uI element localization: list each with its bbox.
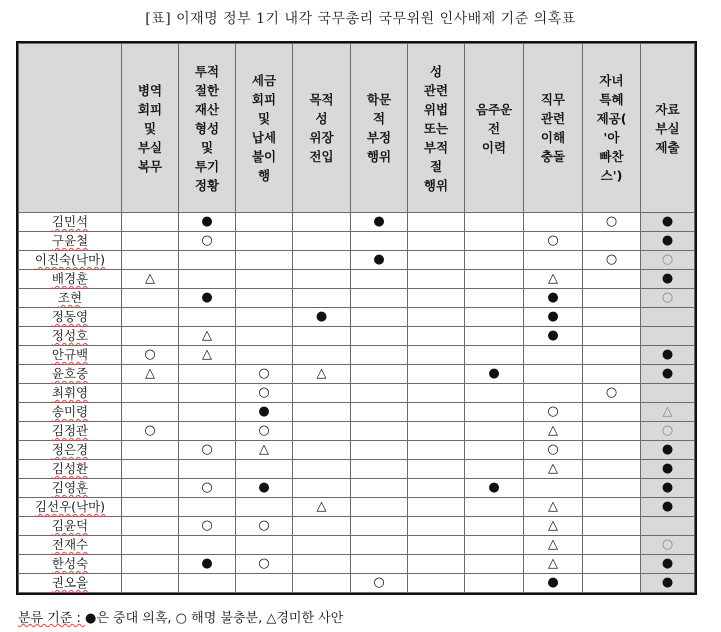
mark-cell (524, 213, 583, 232)
column-header: 투적 절한 재산 형성 및 투기 정황 (179, 44, 236, 213)
row-name: 김선우(낙마) (19, 498, 122, 517)
mark-cell: ○ (236, 422, 293, 441)
mark-cell (408, 289, 465, 308)
mark-cell: ○ (641, 422, 695, 441)
row-name: 전재수 (19, 536, 122, 555)
mark-cell (408, 422, 465, 441)
mark-cell (179, 422, 236, 441)
mark-cell (408, 555, 465, 574)
mark-cell (122, 251, 179, 270)
mark-cell (408, 213, 465, 232)
mark-cell (122, 441, 179, 460)
mark-cell (351, 327, 408, 346)
column-header: 세금 회피 및 납세 불이 행 (236, 44, 293, 213)
mark-cell: ○ (524, 441, 583, 460)
mark-cell (408, 384, 465, 403)
mark-cell (641, 308, 695, 327)
mark-cell: ○ (179, 479, 236, 498)
row-name: 권오을 (19, 574, 122, 593)
mark-cell (122, 574, 179, 593)
mark-cell (293, 251, 351, 270)
mark-cell (583, 308, 641, 327)
mark-cell: ○ (236, 365, 293, 384)
mark-cell (583, 441, 641, 460)
mark-cell (179, 460, 236, 479)
mark-cell (465, 574, 524, 593)
mark-cell (236, 251, 293, 270)
mark-cell (408, 232, 465, 251)
mark-cell (408, 460, 465, 479)
mark-cell (293, 422, 351, 441)
mark-cell (465, 308, 524, 327)
mark-cell: ○ (179, 517, 236, 536)
mark-cell (122, 517, 179, 536)
name-column-header (19, 44, 122, 213)
mark-cell: ● (236, 403, 293, 422)
mark-cell (236, 536, 293, 555)
mark-cell: ○ (641, 536, 695, 555)
row-name: 한성숙 (19, 555, 122, 574)
mark-cell (351, 365, 408, 384)
mark-cell (641, 327, 695, 346)
mark-cell (122, 232, 179, 251)
mark-cell (351, 403, 408, 422)
table-row (19, 574, 695, 593)
row-name: 구윤철 (19, 232, 122, 251)
mark-cell (179, 308, 236, 327)
mark-cell (351, 498, 408, 517)
mark-cell (524, 384, 583, 403)
mark-cell: △ (524, 517, 583, 536)
mark-cell: ○ (236, 555, 293, 574)
mark-cell: △ (293, 498, 351, 517)
table-row (19, 251, 695, 270)
mark-cell (465, 346, 524, 365)
table-row (19, 555, 695, 574)
mark-cell: ● (524, 289, 583, 308)
mark-cell: ● (641, 441, 695, 460)
mark-cell (293, 327, 351, 346)
mark-cell: ● (641, 498, 695, 517)
table-row (19, 441, 695, 460)
mark-cell: ○ (122, 346, 179, 365)
mark-cell (236, 270, 293, 289)
mark-cell (122, 308, 179, 327)
mark-cell (351, 289, 408, 308)
mark-cell (293, 346, 351, 365)
mark-cell: △ (293, 365, 351, 384)
mark-cell (351, 555, 408, 574)
mark-cell (524, 251, 583, 270)
mark-cell (583, 232, 641, 251)
mark-cell (524, 365, 583, 384)
row-name: 정동영 (19, 308, 122, 327)
mark-cell (293, 479, 351, 498)
mark-cell (583, 346, 641, 365)
mark-cell: ● (179, 555, 236, 574)
mark-cell (236, 308, 293, 327)
mark-cell (408, 574, 465, 593)
mark-cell (583, 422, 641, 441)
mark-cell (583, 555, 641, 574)
mark-cell (236, 574, 293, 593)
mark-cell: ○ (524, 232, 583, 251)
suspicion-table (18, 43, 695, 593)
mark-cell (408, 270, 465, 289)
row-name: 김영훈 (19, 479, 122, 498)
mark-cell (179, 536, 236, 555)
mark-cell (465, 441, 524, 460)
mark-cell (293, 536, 351, 555)
mark-cell (583, 498, 641, 517)
mark-cell (179, 270, 236, 289)
row-name: 김성환 (19, 460, 122, 479)
mark-cell: △ (524, 498, 583, 517)
mark-cell: ○ (583, 213, 641, 232)
table-row (19, 384, 695, 403)
mark-cell (408, 517, 465, 536)
mark-cell (179, 574, 236, 593)
mark-cell (179, 251, 236, 270)
mark-cell (236, 346, 293, 365)
mark-cell (465, 517, 524, 536)
mark-cell (351, 346, 408, 365)
mark-cell (408, 403, 465, 422)
mark-cell (465, 498, 524, 517)
mark-cell (583, 536, 641, 555)
mark-cell (408, 327, 465, 346)
mark-cell: △ (236, 441, 293, 460)
mark-cell (583, 517, 641, 536)
mark-cell: ● (179, 289, 236, 308)
mark-cell (122, 536, 179, 555)
mark-cell (122, 460, 179, 479)
header-row (19, 44, 695, 213)
mark-cell (122, 213, 179, 232)
mark-cell: △ (641, 403, 695, 422)
table-row (19, 346, 695, 365)
mark-cell: △ (524, 460, 583, 479)
mark-cell (293, 213, 351, 232)
mark-cell (465, 403, 524, 422)
row-name: 정성호 (19, 327, 122, 346)
mark-cell: ● (641, 460, 695, 479)
mark-cell (293, 289, 351, 308)
mark-cell (293, 460, 351, 479)
row-name: 송미령 (19, 403, 122, 422)
table-row (19, 365, 695, 384)
mark-cell (122, 498, 179, 517)
table-title: [표] 이재명 정부 1기 내각 국무총리 국무위원 인사배제 기준 의혹표 (145, 11, 576, 27)
mark-cell: ● (641, 232, 695, 251)
mark-cell (293, 384, 351, 403)
mark-cell: ● (641, 365, 695, 384)
table-row (19, 289, 695, 308)
mark-cell (641, 384, 695, 403)
table-body (19, 213, 695, 593)
row-name: 윤호중 (19, 365, 122, 384)
mark-cell (408, 251, 465, 270)
mark-cell: △ (179, 327, 236, 346)
mark-cell: △ (179, 346, 236, 365)
mark-cell (465, 327, 524, 346)
mark-cell (583, 327, 641, 346)
mark-cell (583, 574, 641, 593)
mark-cell (408, 346, 465, 365)
mark-cell: ● (524, 327, 583, 346)
mark-cell (408, 365, 465, 384)
mark-cell (408, 536, 465, 555)
mark-cell (351, 308, 408, 327)
column-header: 자료 부실 제출 (641, 44, 695, 213)
mark-cell (122, 384, 179, 403)
mark-cell (465, 536, 524, 555)
mark-cell: ● (465, 365, 524, 384)
mark-cell: ○ (179, 232, 236, 251)
column-header: 자녀 특혜 제공( '아 빠찬 스') (583, 44, 641, 213)
mark-cell (408, 308, 465, 327)
mark-cell (351, 517, 408, 536)
mark-cell (465, 555, 524, 574)
mark-cell (524, 479, 583, 498)
mark-cell (293, 517, 351, 536)
mark-cell (465, 384, 524, 403)
mark-cell (465, 232, 524, 251)
mark-cell (179, 498, 236, 517)
table-row (19, 403, 695, 422)
mark-cell (236, 327, 293, 346)
mark-cell: ○ (524, 403, 583, 422)
mark-cell: ● (179, 213, 236, 232)
table-row (19, 460, 695, 479)
mark-cell (293, 232, 351, 251)
legend-prefix: 분류 기준 : (18, 611, 86, 626)
row-name: 배경훈 (19, 270, 122, 289)
mark-cell (641, 517, 695, 536)
row-name: 김민석 (19, 213, 122, 232)
row-name: 이진숙(낙마) (19, 251, 122, 270)
mark-cell (351, 441, 408, 460)
mark-cell: ● (236, 479, 293, 498)
mark-cell: ● (641, 555, 695, 574)
mark-cell (408, 498, 465, 517)
column-header: 목적 성 위장 전입 (293, 44, 351, 213)
mark-cell (351, 270, 408, 289)
mark-cell (583, 460, 641, 479)
mark-cell (122, 289, 179, 308)
column-header: 음주운 전 이력 (465, 44, 524, 213)
mark-cell: ○ (236, 384, 293, 403)
mark-cell (583, 479, 641, 498)
mark-cell (408, 441, 465, 460)
column-header: 직무 관련 이해 충돌 (524, 44, 583, 213)
table-row (19, 422, 695, 441)
column-header: 병역 회피 및 부실 복무 (122, 44, 179, 213)
mark-cell (465, 270, 524, 289)
mark-cell (465, 460, 524, 479)
table-row (19, 536, 695, 555)
mark-cell: ○ (351, 574, 408, 593)
mark-cell (465, 251, 524, 270)
mark-cell: ○ (583, 251, 641, 270)
mark-cell: △ (524, 270, 583, 289)
mark-cell: ● (641, 213, 695, 232)
table-row (19, 308, 695, 327)
table-row (19, 479, 695, 498)
mark-cell: △ (122, 365, 179, 384)
mark-cell (236, 213, 293, 232)
mark-cell (236, 460, 293, 479)
mark-cell: ● (641, 574, 695, 593)
mark-cell (179, 403, 236, 422)
mark-cell (583, 403, 641, 422)
mark-cell: ○ (641, 251, 695, 270)
mark-cell: △ (122, 270, 179, 289)
mark-cell: ● (293, 308, 351, 327)
mark-cell: △ (524, 422, 583, 441)
mark-cell (122, 403, 179, 422)
table-row (19, 232, 695, 251)
mark-cell: ● (524, 308, 583, 327)
mark-cell (408, 479, 465, 498)
mark-cell (122, 327, 179, 346)
mark-cell (236, 498, 293, 517)
column-header: 학문 적 부정 행위 (351, 44, 408, 213)
table-row (19, 517, 695, 536)
mark-cell (351, 422, 408, 441)
mark-cell (351, 536, 408, 555)
mark-cell (351, 232, 408, 251)
mark-cell (465, 213, 524, 232)
mark-cell: △ (524, 536, 583, 555)
table-row (19, 327, 695, 346)
mark-cell (293, 441, 351, 460)
mark-cell: ○ (179, 441, 236, 460)
mark-cell: ○ (236, 517, 293, 536)
table-row (19, 498, 695, 517)
mark-cell (583, 365, 641, 384)
mark-cell (179, 365, 236, 384)
row-name: 안규백 (19, 346, 122, 365)
mark-cell (351, 479, 408, 498)
mark-cell (122, 479, 179, 498)
mark-cell (465, 422, 524, 441)
mark-cell: ● (641, 270, 695, 289)
mark-cell (293, 555, 351, 574)
mark-cell (236, 232, 293, 251)
table-row (19, 213, 695, 232)
mark-cell (583, 270, 641, 289)
mark-cell: ● (524, 574, 583, 593)
mark-cell: ● (351, 251, 408, 270)
mark-cell: ○ (583, 384, 641, 403)
mark-cell: ● (641, 479, 695, 498)
mark-cell: △ (524, 555, 583, 574)
legend-text: ●은 중대 의혹, ○ 해명 불충분, △경미한 사안 (85, 611, 344, 626)
table-row (19, 270, 695, 289)
mark-cell: ● (351, 213, 408, 232)
mark-cell (524, 346, 583, 365)
mark-cell (122, 555, 179, 574)
mark-cell: ○ (122, 422, 179, 441)
row-name: 김윤덕 (19, 517, 122, 536)
mark-cell (351, 460, 408, 479)
row-name: 김정관 (19, 422, 122, 441)
mark-cell (236, 289, 293, 308)
mark-cell: ● (465, 479, 524, 498)
row-name: 최휘영 (19, 384, 122, 403)
row-name: 조현 (19, 289, 122, 308)
mark-cell (583, 289, 641, 308)
mark-cell (179, 384, 236, 403)
mark-cell (293, 270, 351, 289)
column-header: 성 관련 위법 또는 부적 절 행위 (408, 44, 465, 213)
mark-cell (351, 384, 408, 403)
mark-cell: ○ (641, 289, 695, 308)
mark-cell (293, 403, 351, 422)
mark-cell (293, 574, 351, 593)
row-name: 정은경 (19, 441, 122, 460)
mark-cell (465, 289, 524, 308)
mark-cell: ● (641, 346, 695, 365)
legend (18, 607, 343, 626)
